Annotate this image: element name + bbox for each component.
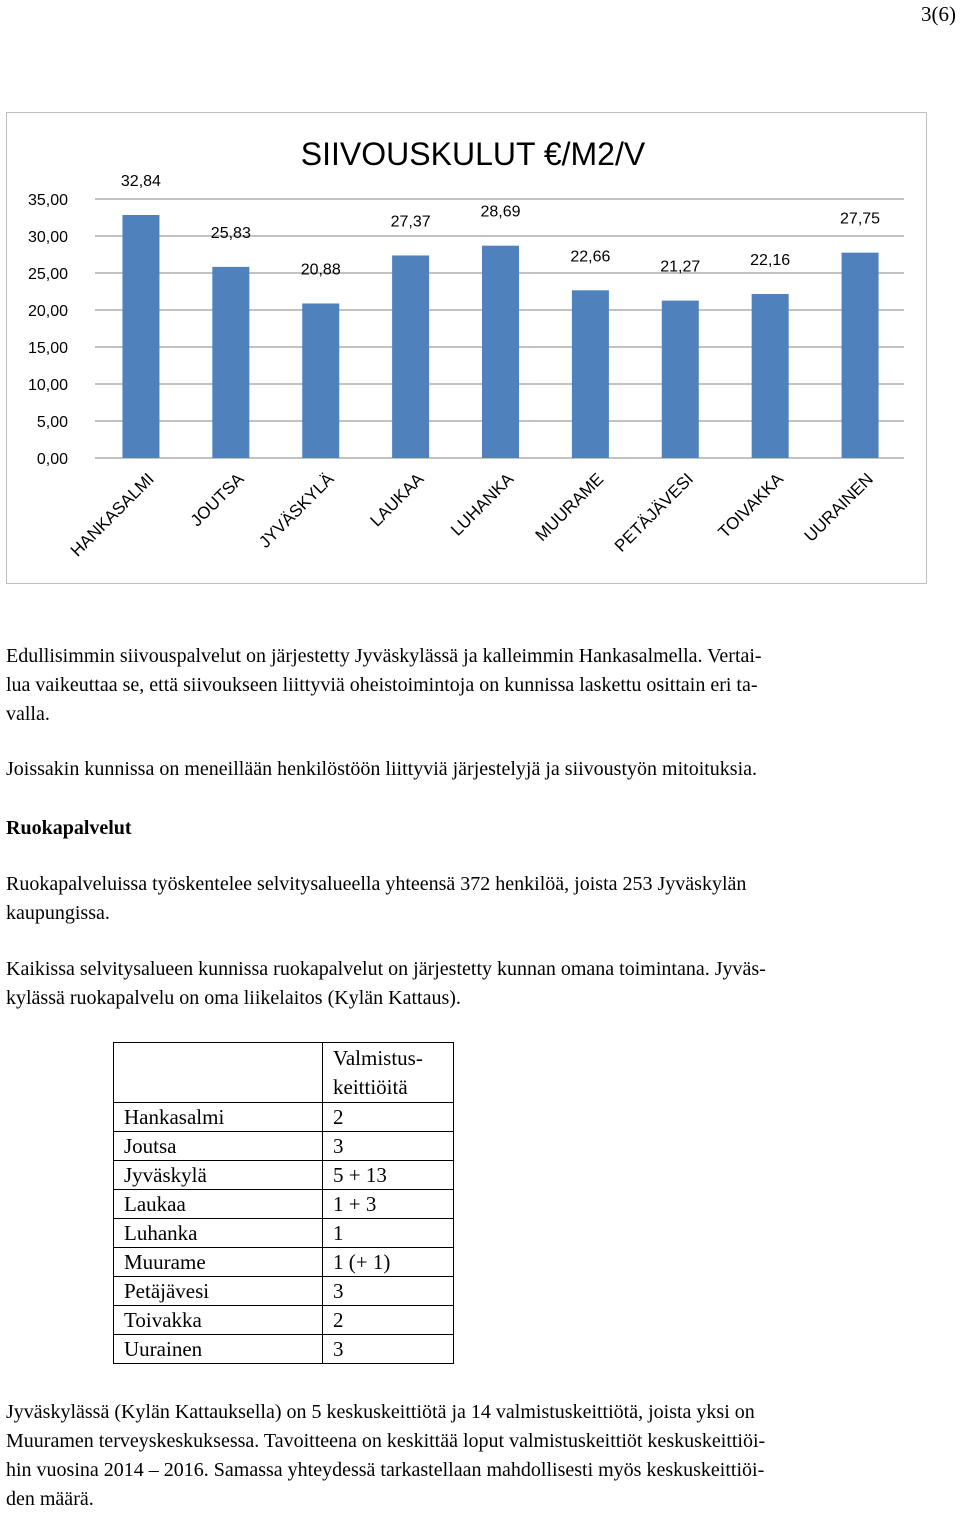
table-cell-kitchens: 5 + 13 [323,1161,454,1190]
chart-bar [482,246,519,458]
paragraph-line: kaupungissa. [6,902,110,924]
table-cell-municipality: Muurame [114,1248,323,1277]
paragraph-line: valla. [6,703,50,725]
paragraph-jyvaskyla-kitchens [6,1398,952,1514]
chart-y-tick-label: 30,00 [27,229,68,246]
chart-bar [392,255,429,458]
table-row [114,1306,454,1335]
chart-x-tick-label: JYVÄSKYLÄ [255,469,338,552]
chart-data-label: 27,75 [840,210,881,228]
table-cell-municipality: Laukaa [114,1190,323,1219]
chart-bar [752,294,789,458]
table-row [114,1190,454,1219]
table-cell-kitchens: 2 [323,1306,454,1335]
chart-y-axis [28,192,68,468]
table-cell-municipality: Hankasalmi [114,1103,323,1132]
header-line: Valmistus- [333,1046,423,1070]
chart-y-tick-label: 15,00 [27,340,68,357]
chart-data-label: 22,16 [750,252,791,270]
paragraph-line: Edullisimmin siivouspalvelut on järjestetty Jyväskylässä ja kalleimmin Hankasalmella. Vertai- [6,645,762,667]
chart-x-tick-label: PETÄJÄVESI [610,469,698,556]
paragraph-line: den määrä. [6,1488,94,1510]
chart-data-label: 20,88 [300,261,341,279]
chart-y-tick-label: 20,00 [27,303,68,320]
chart-y-tick-label: 35,00 [27,192,68,209]
table-row [114,1335,454,1364]
table-cell-municipality: Joutsa [114,1132,323,1161]
chart-data-label: 25,83 [210,224,251,242]
chart-data-label: 27,37 [390,213,431,231]
table-cell-kitchens: 3 [323,1335,454,1364]
paragraph-arrangements: Joissakin kunnissa on meneillään henkilöstöön liittyviä järjestelyjä ja siivoustyön mitoituksia. [6,758,758,780]
paragraph-line: lua vaikeuttaa se, että siivoukseen liittyviä oheistoimintoja on kunnissa laskettu osittain eri ta- [6,674,758,696]
chart-x-tick-label: TOIVAKKA [714,469,787,542]
chart-data-label: 21,27 [660,258,701,276]
chart-x-tick-label: HANKASALMI [66,469,158,561]
chart-bar [302,303,339,458]
table-row [114,1103,454,1132]
table-cell-municipality: Uurainen [114,1335,323,1364]
section-heading: Ruokapalvelut [6,817,132,839]
table-cell-kitchens: 3 [323,1132,454,1161]
table-row [114,1248,454,1277]
table-header-cell [114,1043,323,1103]
table-cell-municipality: Petäjävesi [114,1277,323,1306]
chart-y-tick-label: 10,00 [27,377,68,394]
page-number: 3(6) [921,2,956,26]
chart-y-tick-label: 0,00 [36,451,68,468]
paragraph-line: Muuramen terveyskeskuksessa. Tavoitteena on keskittää loput valmistuskeittiöt keskuskeittiöi- [6,1430,766,1452]
table-row [114,1219,454,1248]
chart-x-tick-label: LAUKAA [366,469,428,531]
table-row [114,1161,454,1190]
chart-x-tick-label: LUHANKA [447,469,518,540]
chart-x-tick-label: JOUTSA [186,469,248,531]
chart-x-axis [67,469,877,560]
table-cell-kitchens: 2 [323,1103,454,1132]
table-cell-kitchens: 1 + 3 [323,1190,454,1219]
paragraph-cleaning-summary [6,642,952,729]
chart-x-tick-label: MUURAME [531,469,608,545]
chart-bar [662,301,699,458]
table-cell-municipality: Luhanka [114,1219,323,1248]
chart-y-tick-label: 5,00 [36,414,68,431]
table-cell-kitchens: 1 (+ 1) [323,1248,454,1277]
chart-canvas [7,113,926,583]
table-cell-kitchens: 1 [323,1219,454,1248]
chart-y-tick-label: 25,00 [27,266,68,283]
chart-data-label: 22,66 [570,248,611,266]
chart-bar [212,267,249,458]
paragraph-food-staff [6,870,952,928]
chart-bar [122,215,159,458]
chart-bar [572,290,609,458]
table-header-row [114,1043,454,1103]
header-line: keittiöitä [333,1075,408,1099]
kitchens-table [113,1042,454,1364]
paragraph-food-organization [6,955,952,1013]
table-header-cell [323,1043,454,1103]
chart-x-tick-label: UURAINEN [800,469,877,546]
table-row [114,1132,454,1161]
paragraph-line: Kaikissa selvitysalueen kunnissa ruokapalvelut on järjestetty kunnan omana toimintana. Jyväs- [6,958,766,980]
chart-data-label: 28,69 [480,203,521,221]
bar-chart [6,112,927,584]
table-row [114,1277,454,1306]
paragraph-line: kylässä ruokapalvelu on oma liikelaitos (Kylän Kattaus). [6,987,461,1009]
chart-bar [842,253,879,458]
paragraph-line: Jyväskylässä (Kylän Kattauksella) on 5 keskuskeittiötä ja 14 valmistuskeittiötä, joista yksi on [6,1401,755,1423]
chart-data-label: 32,84 [120,172,161,190]
chart-title: SIIVOUSKULUT €/M2/V [300,136,646,172]
paragraph-line: hin vuosina 2014 – 2016. Samassa yhteydessä tarkastellaan mahdollisesti myös keskuskeittiöi- [6,1459,765,1481]
table-cell-municipality: Toivakka [114,1306,323,1335]
table-cell-municipality: Jyväskylä [114,1161,323,1190]
paragraph-line: Ruokapalveluissa työskentelee selvitysalueella yhteensä 372 henkilöä, joista 253 Jyväskylän [6,873,747,895]
table-cell-kitchens: 3 [323,1277,454,1306]
